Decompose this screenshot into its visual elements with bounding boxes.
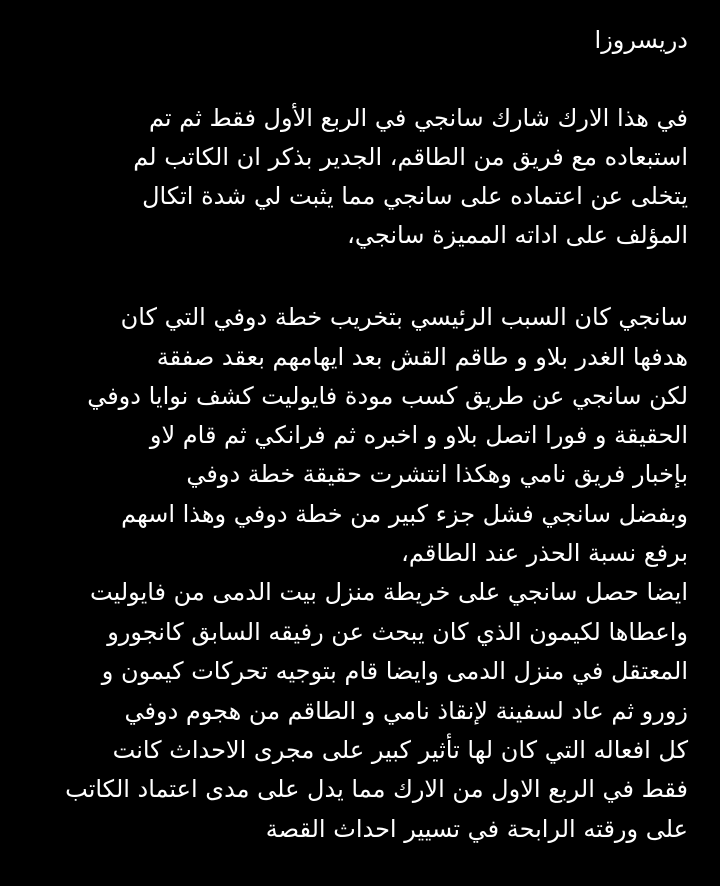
paragraph-2-line: برفع نسبة الحذر عند الطاقم،: [401, 539, 688, 567]
paragraph-2-line: ايضا حصل سانجي على خريطة منزل بيت الدمى من فايوليت: [90, 578, 688, 606]
paragraph-2-line: على ورقته الرابحة في تسيير احداث القصة: [265, 815, 688, 843]
paragraph-2-line: سانجي كان السبب الرئيسي بتخريب خطة دوفي التي كان: [120, 303, 688, 331]
paragraph-1-line: في هذا الارك شارك سانجي في الربع الأول فقط ثم تم: [148, 104, 688, 132]
paragraph-2-line: كل افعاله التي كان لها تأثير كبير على مجرى الاحداث كانت: [112, 736, 688, 764]
paragraph-2-line: المعتقل في منزل الدمى وايضا قام بتوجيه تحركات كيمون و: [101, 657, 688, 685]
paragraph-2-line: وبفضل سانجي فشل جزء كبير من خطة دوفي وهذا اسهم: [121, 500, 688, 528]
paragraph-1-line: يتخلى عن اعتماده على سانجي مما يثبت لي شدة اتكال: [142, 182, 688, 210]
paragraph-2-line: بإخبار فريق نامي وهكذا انتشرت حقيقة خطة دوفي: [186, 460, 688, 488]
author-name: دريسروزا: [594, 26, 688, 54]
paragraph-1-line: استبعاده مع فريق من الطاقم، الجدير بذكر ان الكاتب لم: [133, 143, 688, 171]
paragraph-2-line: واعطاها لكيمون الذي كان يبحث عن رفيقه السابق كانجورو: [107, 618, 688, 646]
paragraph-2-line: الحقيقة و فورا اتصل بلاو و اخبره ثم فرانكي ثم قام لاو: [149, 421, 688, 449]
paragraph-2-line: هدفها الغدر بلاو و طاقم القش بعد ايهامهم بعقد صفقة: [156, 343, 688, 371]
paragraph-2-line: فقط في الربع الاول من الارك مما يدل على مدى اعتماد الكاتب: [65, 775, 688, 803]
paragraph-2-line: زورو ثم عاد لسفينة لإنقاذ نامي و الطاقم من هجوم دوفي: [124, 697, 688, 725]
paragraph-1-line: المؤلف على اداته المميزة سانجي،: [347, 221, 688, 249]
paragraph-2-line: لكن سانجي عن طريق كسب مودة فايوليت كشف نوايا دوفي: [87, 382, 688, 410]
